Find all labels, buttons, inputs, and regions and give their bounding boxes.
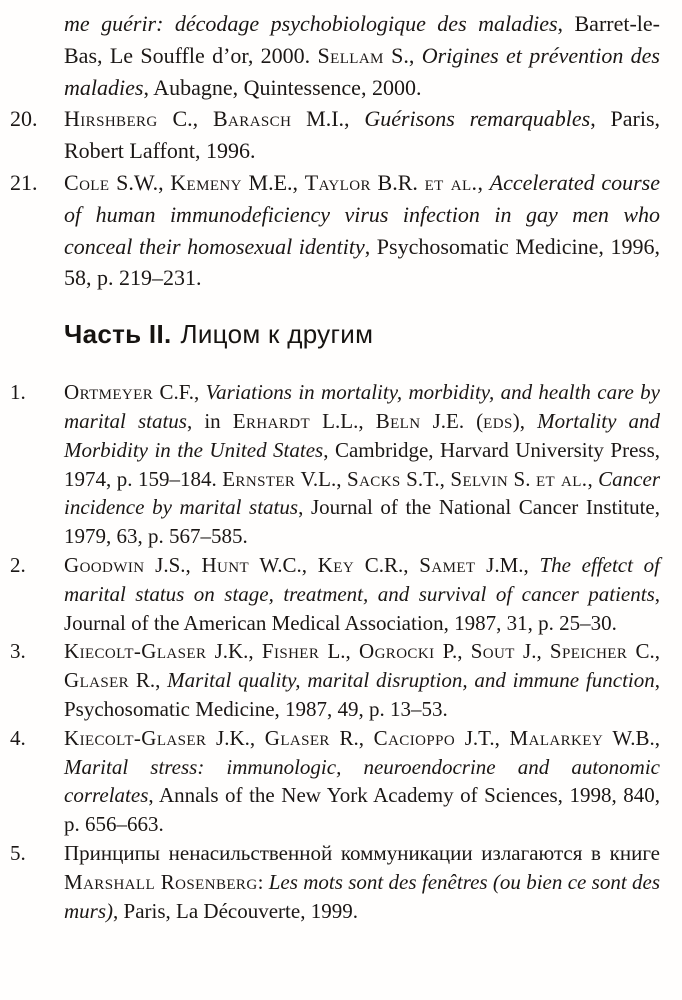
text-segment-italic: Guérisons remarquables: [364, 106, 591, 132]
text-segment-smallcaps: Selvin: [450, 466, 509, 491]
text-segment-regular: , Aubagne, Quintessence, 2000.: [143, 74, 422, 100]
entry-text: [64, 724, 660, 839]
text-segment-regular: J.K.,: [206, 725, 265, 750]
text-segment-regular: S.: [508, 466, 536, 491]
text-segment-smallcaps: Kiecolt-Glaser: [64, 639, 207, 664]
text-segment-regular: S.W.,: [109, 169, 171, 195]
text-segment-regular: B.R.: [370, 169, 425, 195]
text-segment-regular: , in: [186, 408, 233, 433]
text-segment-smallcaps: Ortmeyer: [64, 380, 154, 405]
text-segment-regular: P.,: [434, 639, 471, 664]
text-segment-regular: M.E.,: [241, 169, 305, 195]
text-segment-smallcaps: Ernster: [222, 466, 296, 491]
text-segment-italic: Marital stress: immunologic, neuroendocrine and autonomic correlates: [64, 754, 660, 808]
entry-number: 21.: [10, 169, 38, 195]
text-segment-smallcaps: Glaser: [64, 668, 130, 693]
text-segment-regular: M.I.,: [291, 106, 365, 132]
text-segment-regular: R.,: [329, 725, 374, 750]
text-segment-smallcaps: Malarkey: [509, 725, 604, 750]
text-segment-smallcaps: Fisher: [261, 639, 320, 664]
entry-number: 4.: [10, 725, 26, 750]
text-segment-regular: ),: [512, 408, 538, 433]
text-segment-italic: Origines et prévention des maladies: [64, 42, 660, 100]
text-segment-regular: S.T.,: [400, 466, 451, 491]
text-segment-smallcaps: Speicher: [549, 639, 628, 664]
entry-text: [64, 8, 660, 103]
entry-number: 20.: [10, 106, 38, 132]
references-section-part1: [8, 8, 660, 294]
text-segment-regular: J.M.,: [475, 552, 540, 577]
text-segment-smallcaps: Erhardt: [232, 408, 311, 433]
text-segment-italic: Variations in mortality, morbidity, and health care by marital status: [64, 380, 660, 433]
entry-text: [64, 378, 660, 551]
text-segment-regular: S.,: [383, 42, 422, 68]
text-segment-smallcaps: Kemeny: [170, 169, 242, 195]
text-segment-regular: C.,: [627, 639, 660, 664]
text-segment-regular: , Paris, La Découverte, 1999.: [113, 898, 358, 923]
reference-entry: [8, 167, 660, 294]
text-segment-italic: Les mots sont des fenêtres (ou bien ce sont des murs): [64, 869, 660, 923]
entry-text: [64, 167, 660, 294]
text-segment-smallcaps: Cacioppo: [373, 725, 456, 750]
text-segment-regular: C.R.,: [354, 552, 420, 577]
text-segment-regular: , Psychosomatic Medicine, 1996, 58, p. 219–231.: [64, 233, 660, 291]
reference-entry: [8, 839, 660, 925]
reference-entry: [8, 724, 660, 839]
text-segment-regular: C.,: [157, 106, 213, 132]
text-segment-regular: J.,: [514, 639, 550, 664]
reference-entry: [8, 378, 660, 551]
reference-entry: [8, 8, 660, 103]
text-segment-regular: V.L.,: [295, 466, 347, 491]
text-segment-smallcaps: et al.: [424, 169, 478, 195]
reference-entry: [8, 551, 660, 637]
part-heading: [64, 316, 660, 352]
text-segment-regular: L.,: [319, 639, 359, 664]
text-segment-regular: J.T.,: [455, 725, 510, 750]
text-segment-smallcaps: Cole: [64, 169, 110, 195]
text-segment-smallcaps: Goodwin: [64, 552, 145, 577]
text-segment-smallcaps: et al.: [535, 466, 588, 491]
entry-text: [64, 637, 660, 723]
text-segment-regular: , Journal of the National Cancer Institute, 1979, 63, p. 567–585.: [64, 495, 660, 549]
reference-entry: [8, 103, 660, 167]
text-segment-italic: Cancer incidence by marital status: [64, 466, 660, 520]
reference-entry: [8, 637, 660, 723]
text-segment-italic: me guérir: décodage psychobiologique des maladies: [64, 11, 558, 36]
entry-number: 5.: [10, 840, 26, 865]
text-segment-smallcaps: Sout: [470, 639, 515, 664]
text-segment-regular: ,: [587, 466, 599, 491]
text-segment-smallcaps: eds: [483, 408, 513, 433]
text-segment-italic: The effetct of marital status on stage, treatment, and survival of cancer patients: [64, 552, 660, 606]
text-segment-regular: J.S.,: [144, 552, 202, 577]
text-segment-italic: Accelerated course of human immunodeficiency virus infection in gay men who conceal their homosexual identity: [64, 169, 660, 259]
references-section-part2: [8, 378, 660, 925]
text-segment-smallcaps: Glaser: [264, 725, 330, 750]
entry-number: 3.: [10, 639, 26, 664]
text-segment-smallcaps: Key: [317, 552, 355, 577]
entry-text: [64, 839, 660, 925]
text-segment-regular: L.L.,: [310, 408, 376, 433]
entry-text: [64, 103, 660, 167]
text-segment-smallcaps: Beln: [375, 408, 421, 433]
text-segment-smallcaps: Samet: [419, 552, 476, 577]
text-segment-smallcaps: Hirshberg: [64, 106, 158, 132]
text-segment-regular: , Cambridge, Harvard University Press, 1974, p. 159–184.: [64, 437, 660, 491]
entry-number: 1.: [10, 380, 26, 405]
entry-text: [64, 551, 660, 637]
text-segment-regular: ,: [477, 169, 490, 195]
text-segment-regular: :: [257, 869, 269, 894]
text-segment-smallcaps: Marshall Rosenberg: [64, 869, 258, 894]
text-segment-regular: , Barret-le-Bas, Le Souffle d’or, 2000.: [64, 11, 661, 68]
text-segment-regular: W.B.,: [603, 725, 660, 750]
entry-number: 2.: [10, 552, 26, 577]
text-segment-regular: , Annals of the New York Academy of Sciences, 1998, 840, p. 656–663.: [64, 783, 660, 837]
text-segment-italic: Mortality and Morbidity in the United States: [64, 408, 661, 462]
text-segment-italic: Marital quality, marital disruption, and immune function: [167, 668, 655, 693]
text-segment-smallcaps: Hunt: [201, 552, 250, 577]
text-segment-smallcaps: Ogrocki: [359, 639, 435, 664]
text-segment-regular: , Psychosomatic Medicine, 1987, 49, p. 13–53.: [64, 668, 660, 721]
text-segment-smallcaps: Barasch: [212, 106, 292, 132]
text-segment-regular: W.C.,: [249, 552, 318, 577]
text-segment-regular: , Paris, Robert Laffont, 1996.: [64, 106, 661, 164]
text-segment-regular: J.E. (: [420, 408, 484, 433]
text-segment-regular: R.,: [129, 668, 168, 693]
text-segment-smallcaps: Sacks: [346, 466, 401, 491]
part-number-label: Часть II.: [64, 319, 172, 350]
text-segment-smallcaps: Taylor: [304, 169, 371, 195]
text-segment-regular: , Journal of the American Medical Association, 1987, 31, p. 25–30.: [64, 581, 660, 635]
text-segment-regular: C.F.,: [153, 380, 206, 405]
text-segment-smallcaps: Kiecolt-Glaser: [64, 725, 207, 750]
text-segment-regular: J.K.,: [206, 639, 262, 664]
text-segment-regular: Принципы ненасильственной коммуникации излагаются в книге: [64, 840, 660, 865]
text-segment-smallcaps: Sellam: [317, 42, 384, 68]
part-title: Лицом к другим: [180, 319, 374, 350]
